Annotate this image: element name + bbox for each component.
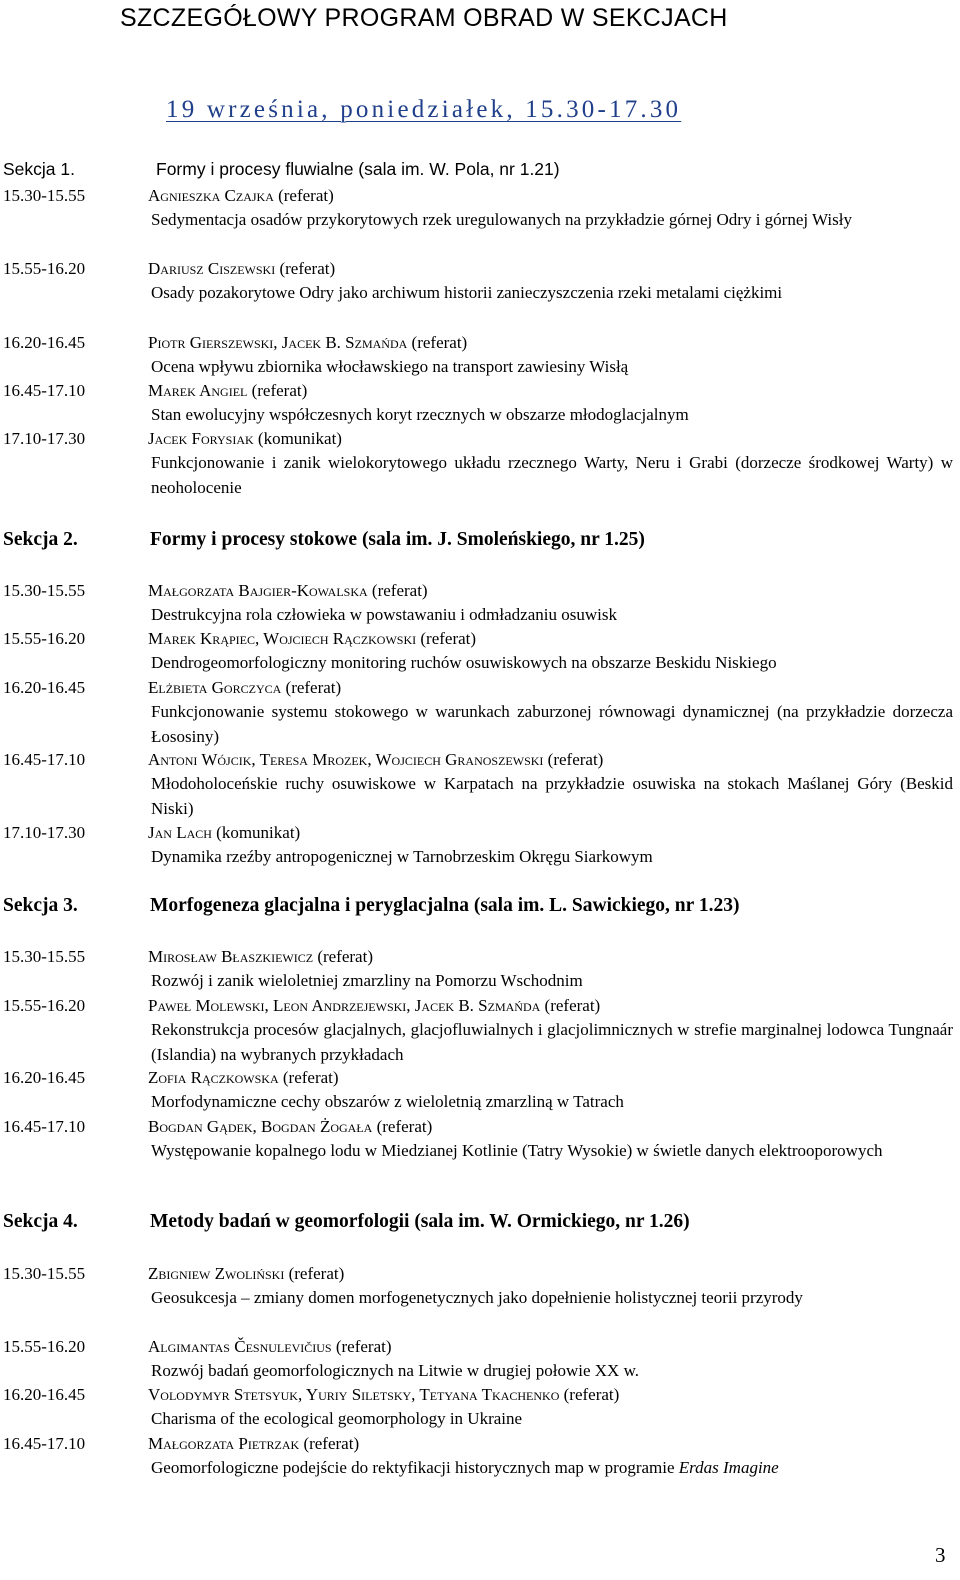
entry-title-line bbox=[151, 281, 953, 305]
entry-title-line bbox=[151, 208, 953, 232]
entry-title-line bbox=[151, 1407, 953, 1431]
entry-type: (referat) bbox=[411, 333, 468, 352]
entry-type: (referat) bbox=[303, 1434, 360, 1453]
program-entry bbox=[3, 331, 953, 380]
entry-authors: Antoni Wójcik, Teresa Mrozek, Wojciech Granoszewski bbox=[148, 750, 544, 769]
entry-time: 16.20-16.45 bbox=[3, 678, 86, 697]
section-title: Metody badań w geomorfologii (sala im. W. Ormickiego, nr 1.26) bbox=[150, 1211, 690, 1232]
program-entry bbox=[3, 821, 953, 870]
entry-authors-line bbox=[148, 994, 953, 1018]
entry-time: 15.55-16.20 bbox=[3, 259, 86, 278]
entry-authors-line bbox=[148, 627, 953, 651]
entry-authors: Agnieszka Czajka bbox=[148, 186, 274, 205]
program-entry bbox=[3, 627, 953, 676]
entry-authors-line bbox=[148, 331, 953, 355]
section-title: Formy i procesy fluwialne (sala im. W. Pola, nr 1.21) bbox=[156, 159, 560, 179]
entry-authors: Zofia Rączkowska bbox=[148, 1068, 279, 1087]
entry-title: Młodoholoceńskie ruchy osuwiskowe w Karpatach na przykładzie osuwiska na stokach Maślanej Góry (Beskid Niski) bbox=[151, 774, 953, 818]
entry-authors: Zbigniew Zwoliński bbox=[148, 1264, 285, 1283]
entry-title-line bbox=[151, 1286, 953, 1310]
entry-title-line bbox=[151, 603, 953, 627]
program-entry bbox=[3, 945, 953, 994]
entry-title: Rekonstrukcja procesów glacjalnych, glacjofluwialnych i glacjolimnicznych w strefie marginalnej lodowca Tungnaár (Islandia) na wybranych przykładach bbox=[151, 1020, 953, 1064]
entry-authors-line bbox=[148, 427, 953, 451]
program-entry bbox=[3, 1115, 953, 1164]
program-entry bbox=[3, 1262, 953, 1311]
entry-type: (referat) bbox=[371, 581, 428, 600]
entry-time: 16.45-17.10 bbox=[3, 1117, 86, 1136]
entry-authors-line bbox=[148, 1262, 953, 1286]
entry-authors-line bbox=[148, 1066, 953, 1090]
section-title: Morfogeneza glacjalna i peryglacjalna (sala im. L. Sawickiego, nr 1.23) bbox=[150, 895, 740, 916]
entry-authors-line bbox=[148, 748, 953, 772]
entry-title-line bbox=[151, 651, 953, 675]
entry-type: (referat) bbox=[563, 1385, 620, 1404]
entry-title: Funkcjonowanie i zanik wielokorytowego układu rzecznego Warty, Neru i Grabi (dorzecze środkowej Warty) w neoholocenie bbox=[151, 453, 953, 497]
entry-type: (referat) bbox=[547, 750, 604, 769]
entry-time: 15.55-16.20 bbox=[3, 996, 86, 1015]
entry-title: Dendrogeomorfologiczny monitoring ruchów osuwiskowych na obszarze Beskidu Niskiego bbox=[151, 653, 777, 673]
entry-title: Charisma of the ecological geomorphology in Ukraine bbox=[151, 1409, 523, 1429]
entry-time: 15.55-16.20 bbox=[3, 1337, 86, 1356]
page-title: SZCZEGÓŁOWY PROGRAM OBRAD W SEKCJACH bbox=[120, 4, 728, 32]
entry-time: 16.20-16.45 bbox=[3, 1068, 86, 1087]
entry-title: Stan ewolucyjny współczesnych koryt rzecznych w obszarze młodoglacjalnym bbox=[151, 405, 689, 425]
entry-title-line bbox=[151, 355, 953, 379]
entry-title-line bbox=[151, 969, 953, 993]
entry-time: 16.20-16.45 bbox=[3, 1385, 86, 1404]
entry-time: 16.45-17.10 bbox=[3, 381, 86, 400]
entry-title: Dynamika rzeźby antropogenicznej w Tarnobrzeskim Okręgu Siarkowym bbox=[151, 847, 653, 867]
program-entry bbox=[3, 257, 953, 306]
section-number: Sekcja 4. bbox=[3, 1211, 78, 1232]
entry-type: (referat) bbox=[285, 678, 342, 697]
entry-title: Funkcjonowanie systemu stokowego w warunkach zaburzonej równowagi dynamicznej (na przykładzie dorzecza Łososiny) bbox=[151, 702, 953, 746]
entry-title-line bbox=[151, 403, 953, 427]
section-number: Sekcja 1. bbox=[3, 159, 75, 179]
entry-title: Rozwój i zanik wieloletniej zmarzliny na Pomorzu Wschodnim bbox=[151, 971, 583, 991]
entry-type: (referat) bbox=[544, 996, 601, 1015]
entry-authors-line bbox=[148, 1383, 953, 1407]
entry-authors-line bbox=[148, 1432, 953, 1456]
entry-authors-line bbox=[148, 676, 953, 700]
session-date: 19 września, poniedziałek, 15.30-17.30 bbox=[166, 96, 682, 123]
entry-authors-line bbox=[148, 257, 953, 281]
page-number: 3 bbox=[935, 1543, 946, 1567]
program-entry bbox=[3, 1432, 953, 1481]
entry-title: Destrukcyjna rola człowieka w powstawaniu i odmładzaniu osuwisk bbox=[151, 605, 617, 625]
entry-authors-line bbox=[148, 379, 953, 403]
entry-time: 15.30-15.55 bbox=[3, 581, 86, 600]
entry-authors: Mirosław Błaszkiewicz bbox=[148, 947, 314, 966]
section-title: Formy i procesy stokowe (sala im. J. Smoleńskiego, nr 1.25) bbox=[150, 529, 645, 550]
entry-authors: Małgorzata Bajgier-Kowalska bbox=[148, 581, 368, 600]
program-entry bbox=[3, 379, 953, 428]
entry-type: (referat) bbox=[282, 1068, 339, 1087]
entry-title: Ocena wpływu zbiornika włocławskiego na transport zawiesiny Wisłą bbox=[151, 357, 629, 377]
section-number: Sekcja 2. bbox=[3, 529, 78, 550]
entry-authors-line bbox=[148, 184, 953, 208]
entry-title-line bbox=[151, 1090, 953, 1114]
entry-time: 15.30-15.55 bbox=[3, 186, 86, 205]
entry-authors: Jan Lach bbox=[148, 823, 212, 842]
entry-time: 15.30-15.55 bbox=[3, 947, 86, 966]
program-entry bbox=[3, 1383, 953, 1432]
entry-title: Występowanie kopalnego lodu w Miedzianej Kotlinie (Tatry Wysokie) w świetle danych elektrooporowych bbox=[151, 1141, 883, 1161]
entry-time: 15.55-16.20 bbox=[3, 629, 86, 648]
entry-title: Osady pozakorytowe Odry jako archiwum historii zanieczyszczenia rzeki metalami ciężkimi bbox=[151, 283, 783, 303]
program-entry bbox=[3, 994, 953, 1067]
entry-authors: Elżbieta Gorczyca bbox=[148, 678, 282, 697]
entry-time: 16.45-17.10 bbox=[3, 750, 86, 769]
entry-title-line bbox=[151, 772, 953, 821]
entry-title: Geomorfologiczne podejście do rektyfikacji historycznych map w programie bbox=[151, 1458, 675, 1478]
entry-authors: Paweł Molewski, Leon Andrzejewski, Jacek B. Szmańda bbox=[148, 996, 541, 1015]
entry-authors: Jacek Forysiak bbox=[148, 429, 254, 448]
entry-type: (komunikat) bbox=[216, 823, 301, 842]
entry-title-line bbox=[151, 1139, 953, 1163]
entry-authors: Bogdan Gądek, Bogdan Żogała bbox=[148, 1117, 373, 1136]
entry-title-line bbox=[151, 1456, 953, 1480]
entry-authors: Volodymyr Stetsyuk, Yuriy Siletsky, Tetyana Tkachenko bbox=[148, 1385, 560, 1404]
entry-type: (referat) bbox=[335, 1337, 392, 1356]
entry-title-line bbox=[151, 1018, 953, 1067]
entry-type: (referat) bbox=[278, 186, 334, 205]
program-entry bbox=[3, 676, 953, 749]
program-entry bbox=[3, 1335, 953, 1384]
entry-title-italic: Erdas Imagine bbox=[678, 1458, 779, 1478]
entry-authors: Marek Krąpiec, Wojciech Rączkowski bbox=[148, 629, 417, 648]
entry-authors-line bbox=[148, 1335, 953, 1359]
entry-authors: Małgorzata Pietrzak bbox=[148, 1434, 300, 1453]
entry-type: (referat) bbox=[288, 1264, 345, 1283]
entry-title-line bbox=[151, 845, 953, 869]
entry-authors-line bbox=[148, 1115, 953, 1139]
entry-title: Geosukcesja – zmiany domen morfogenetycznych jako dopełnienie holistycznej teorii przyrody bbox=[151, 1288, 803, 1308]
entry-type: (referat) bbox=[376, 1117, 433, 1136]
entry-time: 17.10-17.30 bbox=[3, 823, 86, 842]
entry-authors-line bbox=[148, 579, 953, 603]
entry-time: 15.30-15.55 bbox=[3, 1264, 86, 1283]
program-entry bbox=[3, 748, 953, 821]
entry-time: 16.20-16.45 bbox=[3, 333, 86, 352]
entry-title: Sedymentacja osadów przykorytowych rzek uregulowanych na przykładzie górnej Odry i górnej Wisły bbox=[151, 210, 852, 230]
entry-title-line bbox=[151, 700, 953, 749]
section-number: Sekcja 3. bbox=[3, 895, 78, 916]
entry-title: Morfodynamiczne cechy obszarów z wieloletnią zmarzliną w Tatrach bbox=[151, 1092, 624, 1112]
program-entry bbox=[3, 1066, 953, 1115]
entry-authors-line bbox=[148, 821, 953, 845]
entry-type: (referat) bbox=[251, 381, 308, 400]
program-entry bbox=[3, 184, 953, 233]
entry-type: (komunikat) bbox=[257, 429, 342, 448]
entry-authors: Piotr Gierszewski, Jacek B. Szmańda bbox=[148, 333, 408, 352]
program-entry bbox=[3, 579, 953, 628]
entry-type: (referat) bbox=[279, 259, 336, 278]
entry-authors: Marek Angiel bbox=[148, 381, 248, 400]
program-entry bbox=[3, 427, 953, 500]
entry-title-line bbox=[151, 1359, 953, 1383]
entry-time: 16.45-17.10 bbox=[3, 1434, 86, 1453]
entry-time: 17.10-17.30 bbox=[3, 429, 86, 448]
entry-authors: Algimantas Česnulevičius bbox=[148, 1337, 332, 1356]
entry-authors: Dariusz Ciszewski bbox=[148, 259, 276, 278]
entry-title-line bbox=[151, 451, 953, 500]
entry-type: (referat) bbox=[317, 947, 373, 966]
entry-authors-line bbox=[148, 945, 953, 969]
entry-type: (referat) bbox=[420, 629, 477, 648]
entry-title: Rozwój badań geomorfologicznych na Litwie w drugiej połowie XX w. bbox=[151, 1361, 639, 1381]
